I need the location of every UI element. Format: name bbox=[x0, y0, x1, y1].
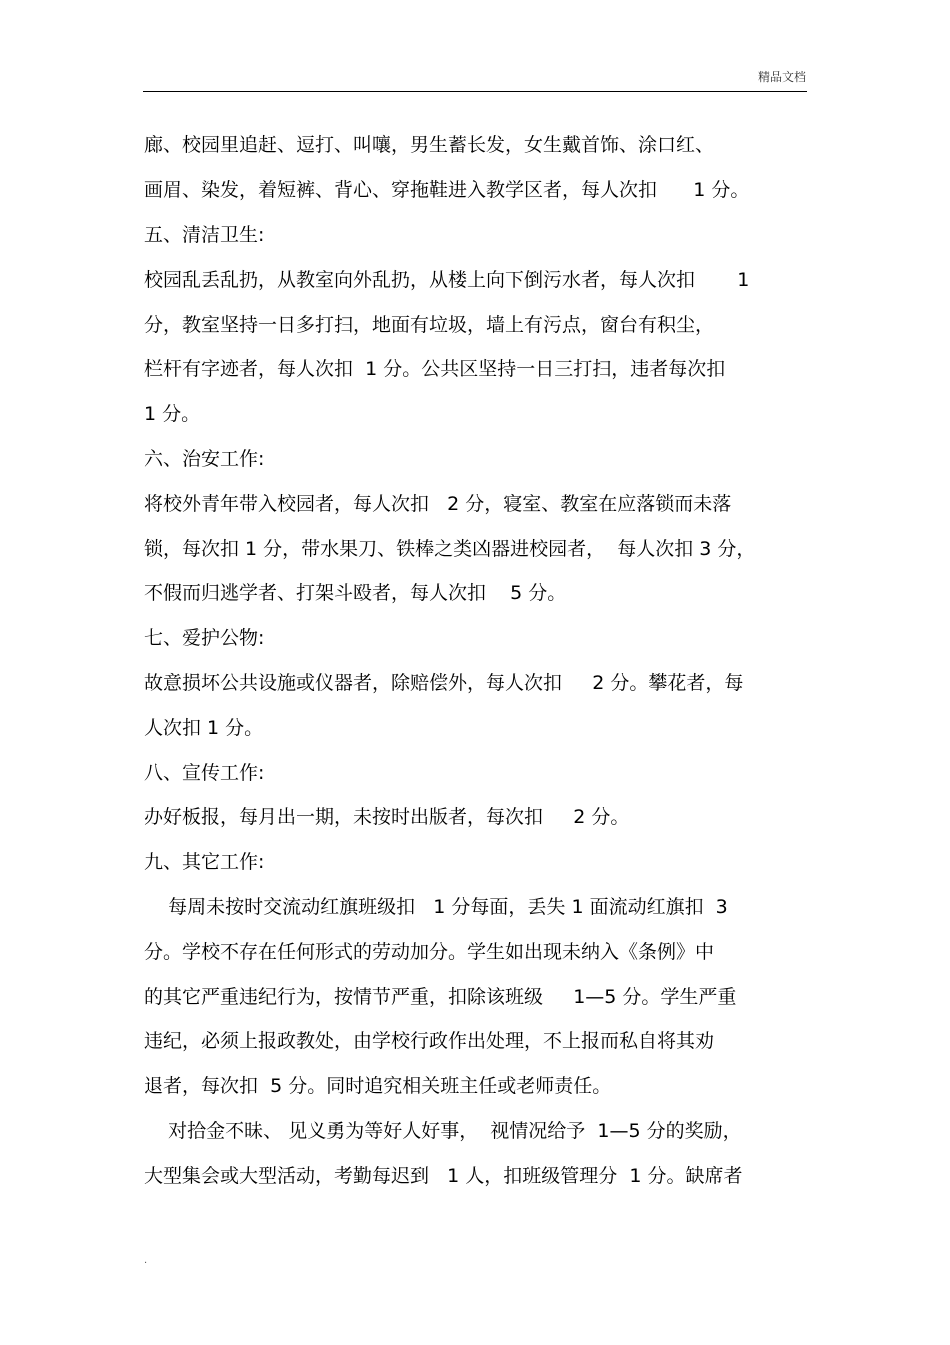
text-line: 栏杆有字迹者，每人次扣 1 分。公共区坚持一日三打扫，违者每次扣 bbox=[144, 358, 726, 380]
text-line: 退者，每次扣 5 分。同时追究相关班主任或老师责任。 bbox=[144, 1075, 612, 1097]
text-line: 廊、校园里追赶、逗打、叫嚷，男生蓄长发，女生戴首饰、涂口红、 bbox=[144, 134, 715, 156]
text-line: 锁，每次扣 1 分，带水果刀、铁棒之类凶器进校园者， 每人次扣 3 分， bbox=[144, 538, 756, 560]
section-heading: 九、其它工作: bbox=[144, 851, 265, 873]
text-line: 校园乱丢乱扔，从教室向外乱扔，从楼上向下倒污水者，每人次扣 1 bbox=[144, 269, 750, 291]
text-line: 画眉、染发，着短裤、背心、穿拖鞋进入教学区者，每人次扣 1 分。 bbox=[144, 179, 750, 201]
header-rule bbox=[143, 91, 807, 92]
text-line: 分，教室坚持一日多打扫，地面有垃圾，墙上有污点，窗台有积尘， bbox=[144, 314, 715, 336]
text-line: 不假而归逃学者、打架斗殴者，每人次扣 5 分。 bbox=[144, 582, 567, 604]
text-line: 将校外青年带入校园者，每人次扣 2 分，寝室、教室在应落锁而未落 bbox=[144, 493, 732, 515]
text-line: 办好板报，每月出一期，未按时出版者，每次扣 2 分。 bbox=[144, 806, 630, 828]
text-line: 人次扣 1 分。 bbox=[144, 717, 264, 739]
text-line: 1 分。 bbox=[144, 403, 201, 425]
section-heading: 六、治安工作: bbox=[144, 448, 265, 470]
text-line: 大型集会或大型活动，考勤每迟到 1 人，扣班级管理分 1 分。缺席者 bbox=[144, 1165, 743, 1187]
text-line: 分。学校不存在任何形式的劳动加分。学生如出现未纳入《条例》中 bbox=[144, 941, 715, 963]
page-header-label: 精品文档 bbox=[757, 70, 806, 84]
text-line: 违纪，必须上报政教处，由学校行政作出处理，不上报而私自将其劝 bbox=[144, 1030, 715, 1052]
text-line: 对拾金不昧、 见义勇为等好人好事， 视情况给予 1—5 分的奖励， bbox=[144, 1120, 742, 1142]
section-heading: 五、清洁卫生: bbox=[144, 224, 265, 246]
text-line: 故意损坏公共设施或仪器者，除赔偿外，每人次扣 2 分。攀花者，每 bbox=[144, 672, 744, 694]
text-line: 每周未按时交流动红旗班级扣 1 分每面，丢失 1 面流动红旗扣 3 bbox=[144, 896, 728, 918]
section-heading: 七、爱护公物: bbox=[144, 627, 265, 649]
text-line: 的其它严重违纪行为，按情节严重，扣除该班级 1—5 分。学生严重 bbox=[144, 986, 737, 1008]
footer-mark: . bbox=[144, 1255, 148, 1266]
section-heading: 八、宣传工作: bbox=[144, 762, 265, 784]
